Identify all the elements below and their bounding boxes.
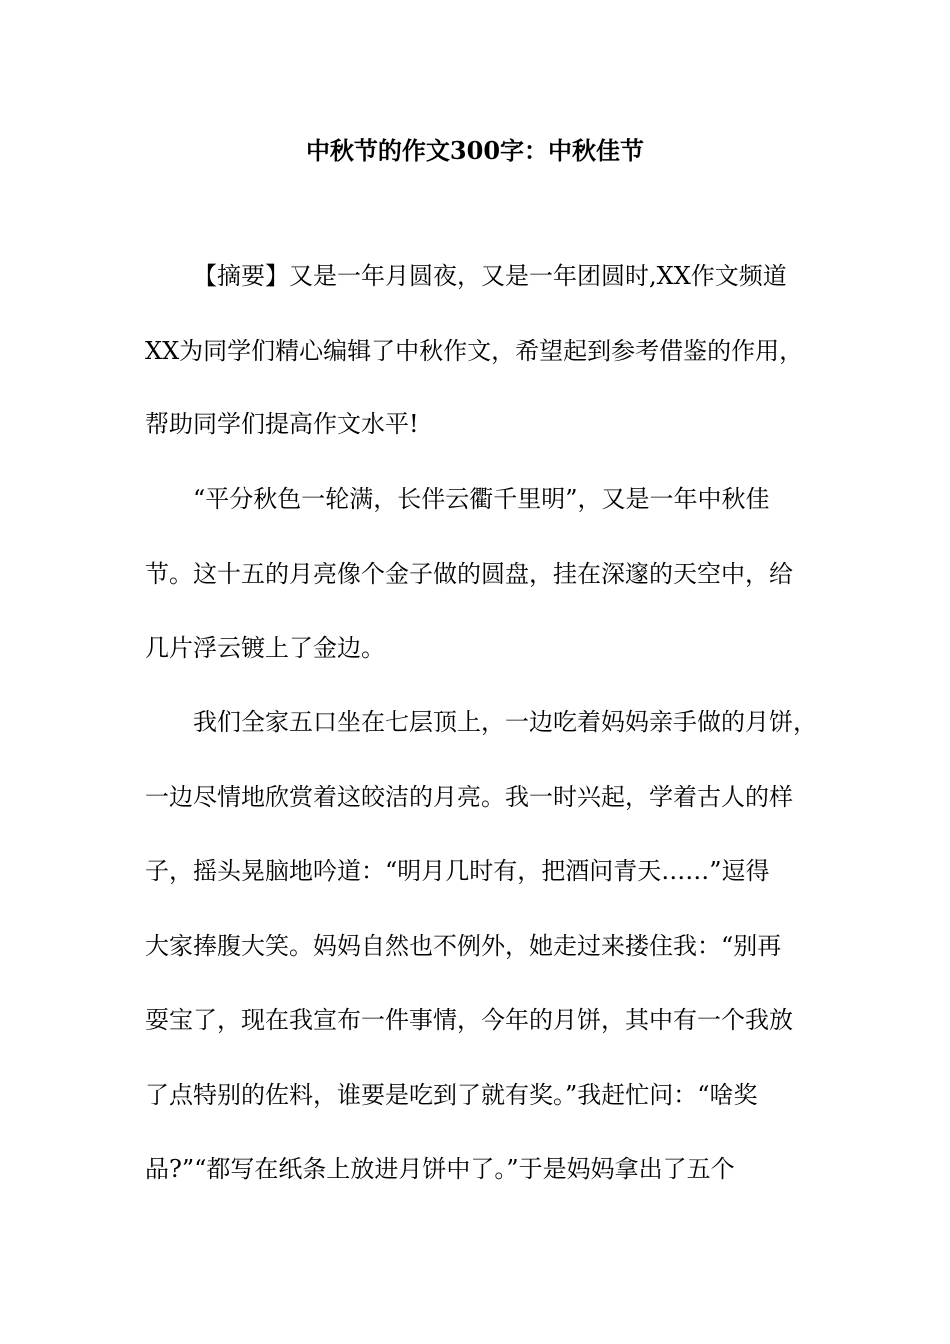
paragraph-line: “平分秋色一轮满，长伴云衢千里明”，又是一年中秋佳	[193, 485, 770, 513]
paragraph-line: 子，摇头晃脑地吟道：“明月几时有，把酒问青天……”逗得	[145, 857, 770, 885]
paragraph-line: XX为同学们精心编辑了中秋作文，希望起到参考借鉴的作用，	[145, 337, 804, 365]
document-title: 中秋节的作文300字：中秋佳节	[305, 136, 645, 165]
paragraph-line: 【摘要】又是一年月圆夜，又是一年团圆时,XX作文频道	[193, 262, 787, 290]
paragraph-line: 了点特别的佐料，谁要是吃到了就有奖。”我赶忙问：“啥奖	[145, 1081, 758, 1109]
paragraph-line: 品?”“都写在纸条上放进月饼中了。”于是妈妈拿出了五个	[145, 1155, 735, 1183]
paragraph-line: 耍宝了，现在我宣布一件事情，今年的月饼，其中有一个我放	[145, 1006, 793, 1034]
paragraph-line: 帮助同学们提高作文水平!	[145, 410, 419, 438]
paragraph-line: 我们全家五口坐在七层顶上，一边吃着妈妈亲手做的月饼，	[193, 708, 817, 736]
paragraph-line: 节。这十五的月亮像个金子做的圆盘，挂在深邃的天空中，给	[145, 560, 793, 588]
paragraph-line: 一边尽情地欣赏着这皎洁的月亮。我一时兴起，学着古人的样	[145, 783, 793, 811]
paragraph-line: 几片浮云镀上了金边。	[145, 634, 385, 662]
paragraph-line: 大家捧腹大笑。妈妈自然也不例外，她走过来搂住我：“别再	[145, 932, 782, 960]
